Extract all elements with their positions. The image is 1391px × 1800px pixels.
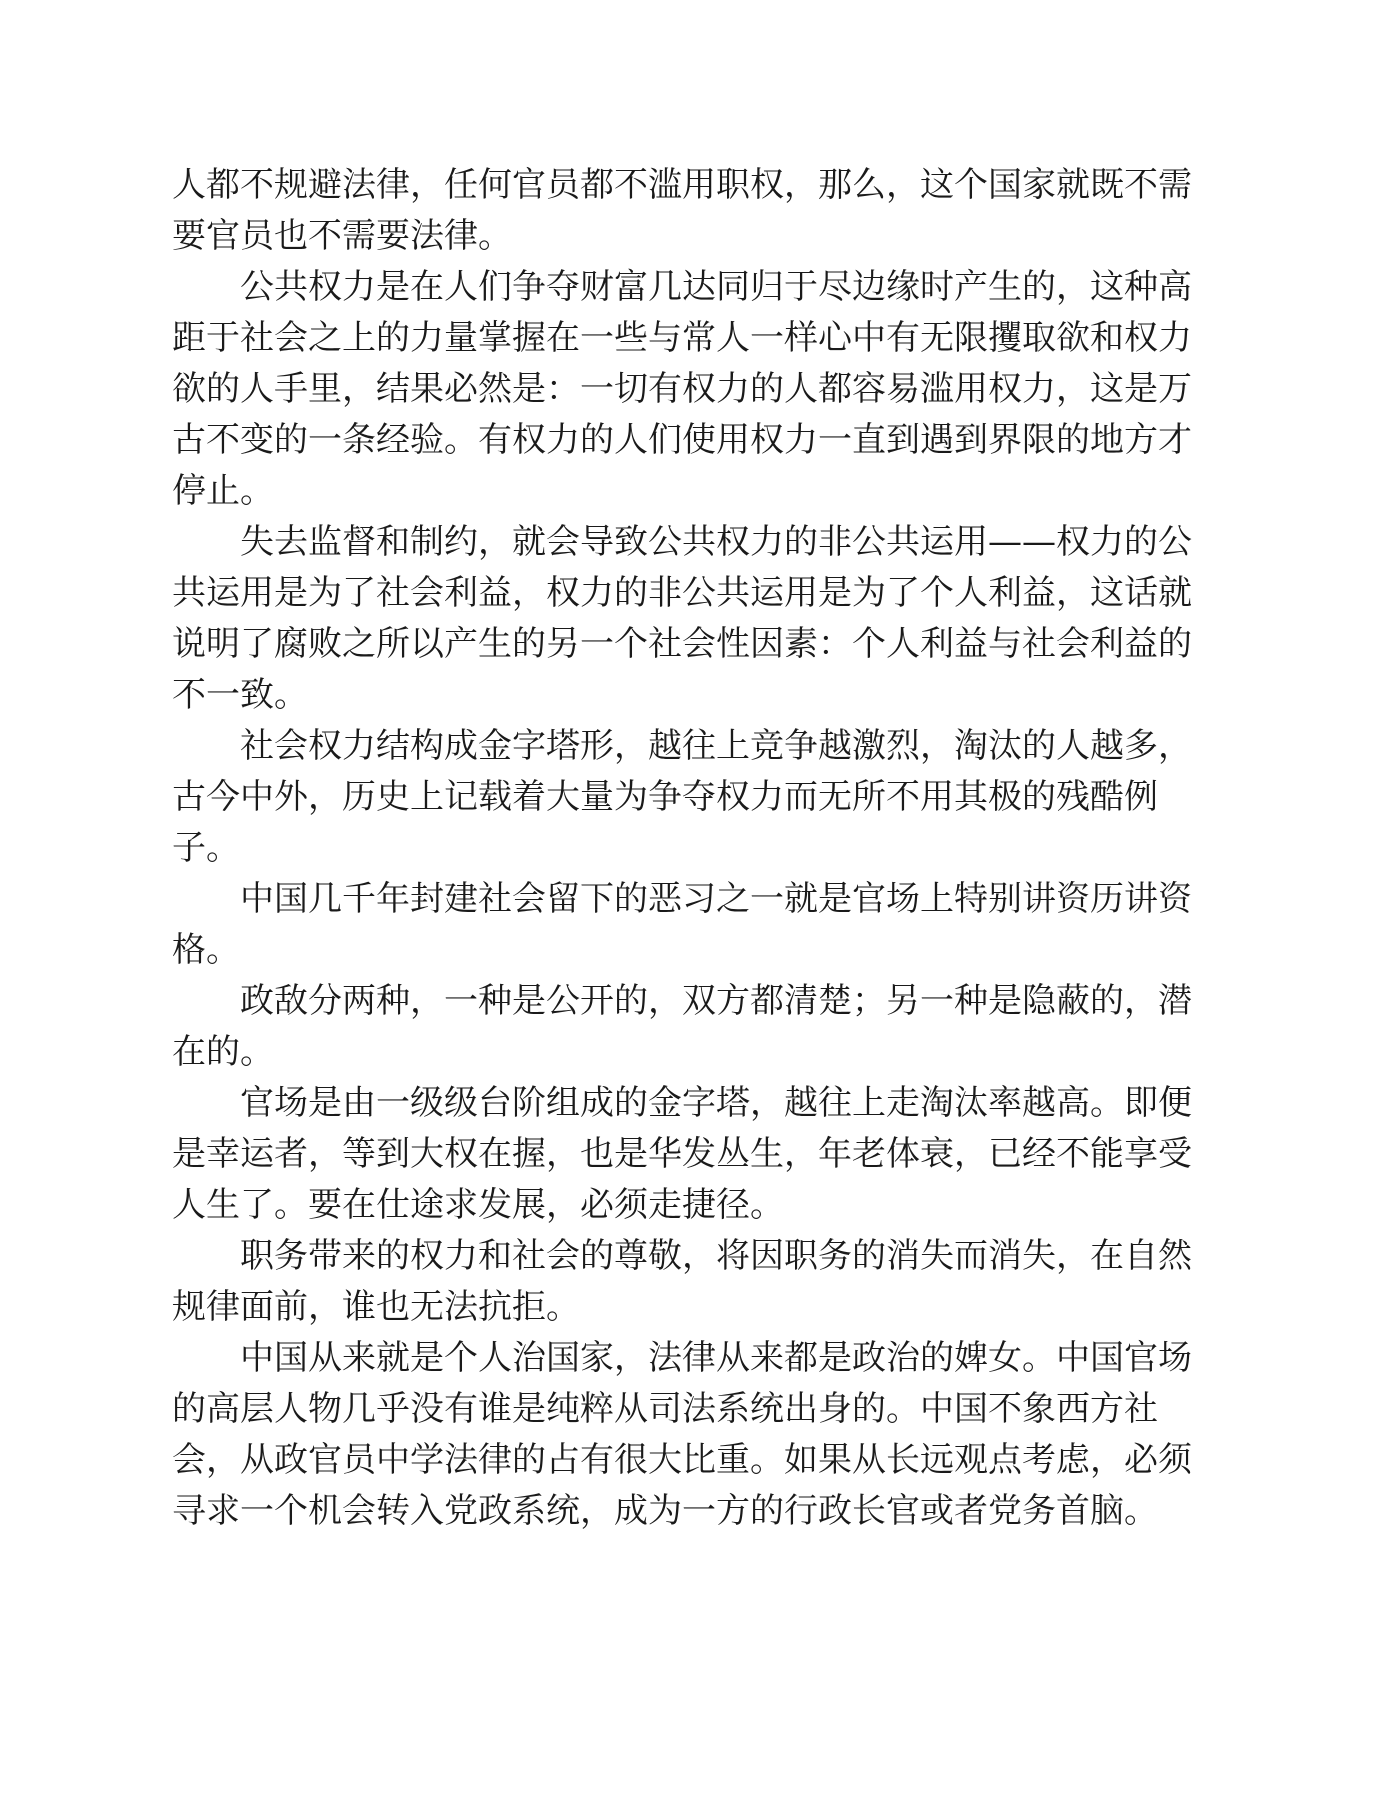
paragraph-8: 职务带来的权力和社会的尊敬，将因职务的消失而消失，在自然规律面前，谁也无法抗拒。 [172,1236,1192,1327]
document-page [172,160,1212,1537]
paragraph-4: 社会权力结构成金字塔形，越往上竞争越激烈，淘汰的人越多，古今中外，历史上记载着大量为争夺权力而无所不用其极的残酷例子。 [172,726,1192,868]
paragraph-2: 公共权力是在人们争夺财富几达同归于尽边缘时产生的，这种高距于社会之上的力量掌握在一些与常人一样心中有无限攫取欲和权力欲的人手里，结果必然是：一切有权力的人都容易滥用权力，这是万古不变的一条经验。有权力的人们使用权力一直到遇到界限的地方才停止。 [172,267,1192,511]
paragraph-1: 人都不规避法律，任何官员都不滥用职权，那么，这个国家就既不需要官员也不需要法律。 [172,165,1192,256]
paragraph-3: 失去监督和制约，就会导致公共权力的非公共运用——权力的公共运用是为了社会利益，权力的非公共运用是为了个人利益，这话就说明了腐败之所以产生的另一个社会性因素：个人利益与社会利益的不一致。 [172,522,1192,715]
paragraph-5: 中国几千年封建社会留下的恶习之一就是官场上特别讲资历讲资格。 [172,879,1192,970]
paragraph-7: 官场是由一级级台阶组成的金字塔，越往上走淘汰率越高。即便是幸运者，等到大权在握，也是华发丛生，年老体衰，已经不能享受人生了。要在仕途求发展，必须走捷径。 [172,1083,1192,1225]
paragraph-9: 中国从来就是个人治国家，法律从来都是政治的婢女。中国官场的高层人物几乎没有谁是纯粹从司法系统出身的。中国不象西方社会，从政官员中学法律的占有很大比重。如果从长远观点考虑，必须寻求一个机会转入党政系统，成为一方的行政长官或者党务首脑。 [172,1338,1192,1531]
paragraph-6: 政敌分两种，一种是公开的，双方都清楚；另一种是隐蔽的，潜在的。 [172,981,1192,1072]
